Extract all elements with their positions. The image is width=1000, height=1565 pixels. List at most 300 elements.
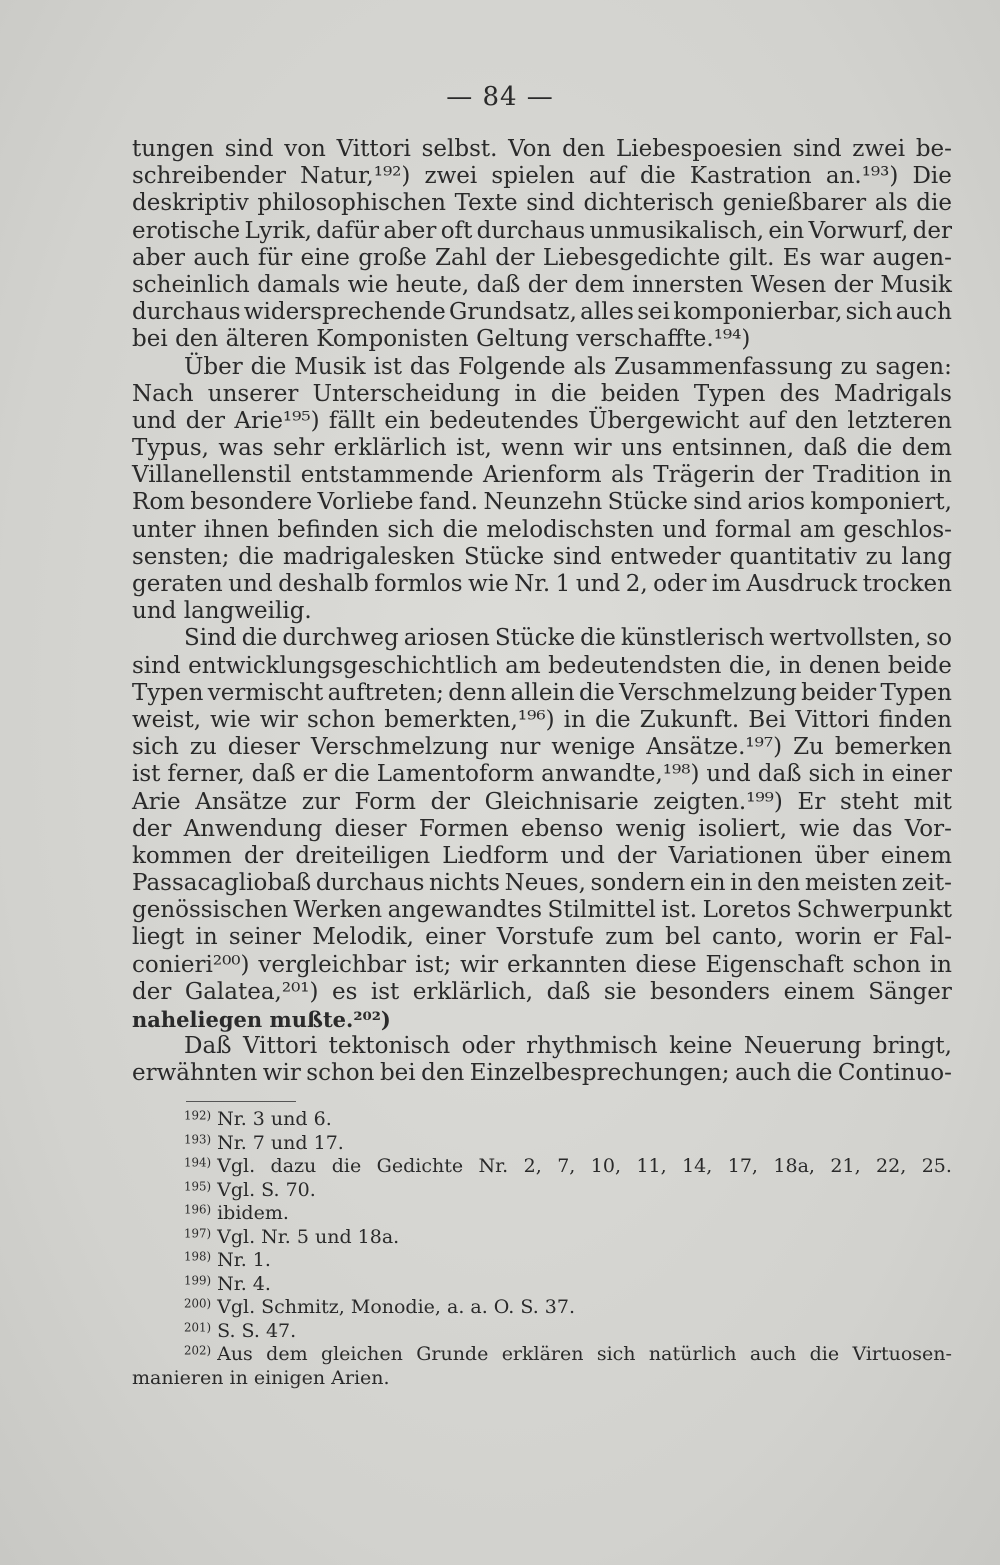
word: Vor- (904, 815, 952, 842)
word: oder (653, 571, 707, 597)
word: weist, (132, 706, 202, 733)
word: liegt (132, 924, 185, 951)
word: Neunzehn (483, 489, 603, 516)
word: 25. (921, 1155, 952, 1177)
word: die, (728, 652, 772, 679)
word: Daß (184, 1033, 232, 1060)
word: Bei (748, 706, 787, 733)
footnote-number: 194) (184, 1155, 212, 1170)
word: Zusammenfassung (614, 353, 833, 380)
word: Sänger (868, 978, 952, 1005)
word: die (334, 761, 370, 788)
word: Lamentoform (376, 761, 535, 788)
word: fällt (328, 407, 376, 434)
word: dem (266, 1343, 308, 1365)
word: langweilig. (183, 598, 312, 625)
footnote (132, 1226, 952, 1250)
footnote-text: manieren in einigen Arien. (132, 1366, 390, 1389)
word: so (926, 625, 952, 652)
text-line (132, 136, 952, 163)
word: sind (526, 190, 575, 217)
word: Typen (880, 679, 952, 706)
word: genössischen (132, 897, 288, 924)
text-line (132, 245, 952, 272)
word: deskriptiv (132, 190, 249, 217)
word: daß (803, 435, 848, 462)
footnote-number: 201) (184, 1320, 212, 1335)
word: es (331, 978, 358, 1005)
word: scheinlich (132, 271, 250, 298)
word: Melodik, (312, 924, 414, 951)
word: isoliert, (698, 815, 788, 842)
footnote (132, 1155, 952, 1179)
text-line (132, 653, 952, 680)
footnote-text: Vgl. S. 70. (217, 1178, 316, 1201)
word: in (514, 380, 537, 407)
word: komponierbar, (673, 299, 843, 326)
word: denen (808, 652, 881, 679)
word: in (195, 924, 218, 951)
word: Continuo- (837, 1060, 952, 1087)
word: wenige (551, 734, 636, 761)
word: arios (747, 489, 806, 516)
word: wir (460, 951, 499, 978)
word: sie (603, 978, 637, 1005)
text-line (132, 979, 952, 1006)
text-line (132, 218, 952, 245)
word: nichts (429, 870, 500, 897)
text-line (132, 299, 952, 326)
word: zum (605, 924, 654, 951)
word: Es (782, 244, 812, 271)
word: am (505, 652, 541, 679)
word: Gedichte (376, 1155, 464, 1177)
word: der (132, 815, 172, 842)
footnote-text: Vgl. Nr. 5 und 18a. (217, 1225, 400, 1248)
word: widersprechende (243, 299, 446, 326)
word: zu (840, 353, 868, 380)
word: steht (840, 788, 899, 815)
word: rhythmisch (526, 1033, 658, 1060)
word: einer (891, 761, 952, 788)
word: zu (189, 734, 217, 761)
word: im (711, 571, 742, 597)
word: durchweg (282, 625, 399, 652)
word: vergleichbar (258, 951, 407, 978)
word: bedeutendes (429, 407, 579, 434)
word: schon (307, 706, 376, 733)
word: eine (300, 244, 350, 271)
text-line (132, 272, 952, 299)
word: gilt. (728, 244, 775, 271)
word: was (218, 435, 264, 462)
word: conieri²⁰⁰) (132, 951, 250, 978)
word: ebenso (520, 815, 604, 842)
word: Arie (132, 788, 181, 815)
word: den (757, 870, 801, 897)
word: entweder (610, 543, 721, 570)
word: die (442, 516, 479, 543)
word: wie (468, 571, 509, 597)
word: die (241, 625, 278, 652)
word: erwähnten (132, 1060, 258, 1087)
word: der (185, 407, 226, 434)
footnote-text: Vgl. Schmitz, Monodie, a. a. O. S. 37. (217, 1296, 575, 1318)
text-line (132, 1006, 952, 1033)
word: ist (373, 353, 403, 380)
word: ist, (456, 435, 492, 462)
word: Liedform (442, 842, 549, 869)
word: letzteren (847, 407, 952, 434)
footnote (132, 1179, 952, 1203)
word: schreibender (132, 163, 286, 190)
word: Zahl (435, 244, 487, 271)
word: oder (461, 1033, 515, 1060)
word: unter (132, 516, 196, 543)
word: allein (510, 679, 575, 706)
word: ein (689, 870, 726, 897)
word: Neuerung (743, 1033, 862, 1060)
footnote (132, 1202, 952, 1226)
word: der (912, 217, 952, 244)
word: keine (669, 1033, 733, 1060)
word: besondere (190, 489, 313, 516)
word: damals (257, 271, 341, 298)
word: 14, (682, 1155, 713, 1177)
word: war (819, 244, 865, 271)
word: Liebespoesien (615, 136, 783, 162)
text-line (132, 354, 952, 381)
word: beider (801, 679, 877, 706)
footnote-text: S. S. 47. (217, 1319, 297, 1342)
word: sondern (590, 870, 686, 897)
footnote (132, 1320, 952, 1344)
word: sich (808, 761, 856, 788)
word: ariosen (403, 625, 490, 652)
word: 2, (523, 1155, 542, 1177)
footnote-number: 198) (184, 1249, 212, 1264)
word: aber (132, 244, 186, 271)
word: ist (132, 761, 161, 788)
word: seiner (228, 924, 302, 951)
word: auftreten; (327, 679, 444, 706)
word: oft (440, 217, 473, 244)
text-line (132, 897, 952, 924)
word: $^{202)}$ Aus (184, 1343, 253, 1365)
word: augen- (872, 244, 952, 271)
word: Trägerin (653, 462, 755, 489)
word: bemerkten,¹⁹⁶) (384, 706, 555, 733)
word: Vorstufe (496, 924, 595, 951)
word: unserer (207, 380, 299, 407)
word: 11, (636, 1155, 667, 1177)
word: Komponisten (316, 326, 469, 353)
footnote (132, 1296, 952, 1320)
word: die (796, 1060, 833, 1087)
word: zeigten.¹⁹⁹) (653, 788, 783, 815)
word: angewandtes (387, 897, 543, 924)
text-line (132, 734, 952, 761)
word: innersten (632, 271, 744, 298)
word: des (779, 380, 820, 407)
word: Ansätze.¹⁹⁷) (646, 734, 783, 761)
word: aber (383, 217, 437, 244)
word: Madrigals (834, 380, 952, 407)
word: geschlos- (843, 516, 952, 543)
footnote (132, 1343, 952, 1367)
word: die (250, 353, 287, 380)
word: künstlerisch (620, 625, 765, 652)
word: sind (693, 489, 742, 516)
footnotes (132, 1108, 952, 1390)
word: beiden (600, 380, 680, 407)
word: Loretos (702, 897, 792, 924)
word: Wesen (750, 271, 827, 298)
word: verschaffte.¹⁹⁴) (576, 326, 751, 353)
word: canto, (712, 924, 784, 951)
word: Musik (294, 353, 366, 380)
word: Formen (418, 815, 509, 842)
word: $^{194)}$ Vgl. (184, 1155, 256, 1177)
text-line (132, 1060, 952, 1087)
word: melodischsten (486, 516, 655, 543)
word: sind (792, 136, 842, 162)
word: erotische (132, 217, 241, 244)
word: die (238, 543, 274, 570)
word: Typus, (132, 435, 209, 462)
word: große (358, 244, 427, 271)
word: Stilmittel (547, 897, 656, 924)
word: sich (845, 299, 893, 326)
word: einem (783, 978, 855, 1005)
word: der (616, 842, 657, 869)
word: erklärlich, (412, 978, 534, 1005)
word: die (809, 1343, 840, 1365)
word: die (594, 706, 631, 733)
word: bei (132, 326, 168, 353)
word: schon (306, 1060, 375, 1087)
word: erklären (501, 1343, 584, 1365)
word: Schwerpunkt (796, 897, 952, 924)
footnote-text: Nr. 7 und 17. (217, 1131, 344, 1154)
word: spielen (491, 163, 575, 190)
word: bemerken (834, 734, 952, 761)
word: alles (580, 299, 634, 326)
text-line (132, 924, 952, 951)
word: dichterisch (583, 190, 714, 217)
footnote-text: ibidem. (217, 1202, 289, 1224)
word: komponiert, (810, 489, 952, 516)
word: Zu (793, 734, 824, 761)
word: formal (714, 516, 792, 543)
word: philosophischen (257, 190, 446, 217)
word: auch (895, 299, 952, 326)
word: erkannten (507, 951, 627, 978)
word: Stücke (607, 489, 688, 516)
word: daß (757, 761, 802, 788)
word: Nach (132, 380, 194, 407)
footnote (132, 1108, 952, 1132)
word: daß (251, 761, 296, 788)
text-line (132, 789, 952, 816)
word: ein (768, 217, 805, 244)
word: dafür (316, 217, 380, 244)
word: sei (637, 299, 670, 326)
word: und (575, 571, 621, 597)
word: geraten (132, 571, 223, 597)
word: Typen (693, 380, 766, 407)
word: die (639, 163, 676, 190)
word: Arienform (482, 462, 602, 489)
word: meisten (804, 870, 898, 897)
word: Verschmelzung (618, 679, 797, 706)
footnote (132, 1249, 952, 1273)
word: Grunde (416, 1343, 489, 1365)
word: wie (347, 271, 389, 298)
word: und (132, 407, 177, 434)
word: 22, (876, 1155, 907, 1177)
text-line (132, 489, 952, 516)
word: in (563, 706, 586, 733)
word: bedeutendsten (548, 652, 722, 679)
word: sind (224, 136, 274, 162)
word: in (929, 462, 952, 489)
word: ist; (415, 951, 452, 978)
footnote-number: 195) (184, 1179, 212, 1194)
word: dieser (227, 734, 300, 761)
word: 7, (557, 1155, 576, 1177)
word: Kastration (689, 163, 812, 190)
word: Nr. (478, 1155, 509, 1177)
word: mußte.²⁰²) (269, 1007, 391, 1032)
word: zwei (424, 163, 478, 190)
word: Vittori (795, 706, 870, 733)
text-line (132, 326, 952, 353)
text-line (132, 843, 952, 870)
word: Lyrik, (244, 217, 312, 244)
word: natürlich (648, 1343, 737, 1365)
word: dem (901, 435, 952, 462)
word: er (302, 761, 328, 788)
word: Einzelbesprechungen; (469, 1060, 730, 1087)
footnote-number: 193) (184, 1132, 212, 1147)
word: einer (425, 924, 486, 951)
word: wir (259, 706, 298, 733)
word: auch (734, 1060, 792, 1087)
word: den (794, 407, 839, 434)
word: 21, (830, 1155, 861, 1177)
word: entwicklungsgeschichtlich (188, 652, 498, 679)
text-line (132, 571, 952, 598)
word: 17, (727, 1155, 758, 1177)
word: der (495, 244, 535, 271)
word: befinden (277, 516, 380, 543)
text-line (132, 462, 952, 489)
word: zur (301, 788, 340, 815)
text-line (132, 761, 952, 788)
word: Stücke (463, 543, 545, 570)
word: die (550, 380, 587, 407)
word: heute, (395, 271, 470, 298)
footnote-number: 199) (184, 1273, 212, 1288)
word: und (706, 761, 751, 788)
word: auch (193, 244, 250, 271)
text-line (132, 1033, 952, 1060)
footnote (132, 1132, 952, 1156)
word: Neues, (504, 870, 586, 897)
text-line (132, 707, 952, 734)
word: der (527, 271, 568, 298)
text-line (132, 952, 952, 979)
word: formlos (374, 571, 463, 597)
word: Vittori (242, 1033, 318, 1060)
word: entsinnen, (671, 435, 795, 462)
word: bel (665, 924, 701, 951)
word: als (874, 190, 908, 217)
word: Eigenschaft (705, 951, 844, 978)
word: über (814, 842, 869, 869)
word: dieser (334, 815, 407, 842)
word: der (833, 271, 873, 298)
word: sensten; (132, 543, 230, 570)
word: in (730, 870, 753, 897)
word: als (573, 353, 607, 380)
word: ist (370, 978, 400, 1005)
word: Die (912, 163, 952, 190)
word: Geltung (476, 326, 570, 353)
word: an.¹⁹³) (825, 163, 899, 190)
word: durchaus (132, 299, 241, 326)
word: die (856, 435, 893, 462)
word: wir (573, 435, 612, 462)
word: der (764, 462, 804, 489)
word: Tradition (812, 462, 921, 489)
word: quantitativ (729, 543, 857, 570)
footnote-number: 200) (184, 1296, 212, 1311)
word: Virtuosen- (852, 1343, 952, 1365)
word: für (257, 244, 293, 271)
word: durchaus (315, 870, 425, 897)
word: am (799, 516, 836, 543)
footnote-number: 192) (184, 1108, 212, 1123)
word: be- (915, 136, 952, 162)
word: zwei (852, 136, 906, 162)
word: uns (621, 435, 663, 462)
word: 1 (555, 571, 571, 597)
footnote-text: Nr. 3 und 6. (217, 1108, 332, 1130)
text-line (132, 544, 952, 571)
word: vermischt (207, 679, 324, 706)
word: entstammende (300, 462, 474, 489)
word: Nr. (514, 571, 551, 597)
word: Folgende (458, 353, 566, 380)
word: der (243, 842, 284, 869)
word: einem (880, 842, 952, 869)
word: sind (552, 543, 602, 570)
word: dazu (270, 1155, 317, 1177)
word: Zukunft. (639, 706, 740, 733)
word: Galatea,²⁰¹) (184, 978, 319, 1005)
word: auf (748, 407, 786, 434)
page-number: — 84 — (446, 82, 554, 112)
text-line (132, 408, 952, 435)
word: Von (508, 136, 552, 162)
word: Natur,¹⁹²) (300, 163, 411, 190)
word: Grundsatz, (449, 299, 577, 326)
footnote-number: 202) (184, 1343, 212, 1358)
word: Übergewicht (588, 407, 740, 434)
word: sich (132, 734, 179, 761)
